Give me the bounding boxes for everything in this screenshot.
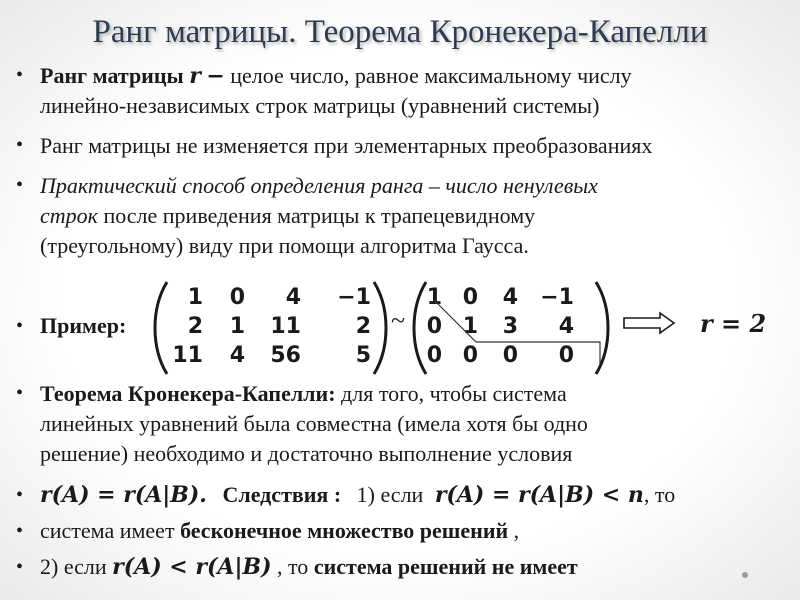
bullet-icon: • [16,556,24,578]
matrix-b-cell: 4 [558,314,574,339]
matrix-b-cell: 0 [462,285,478,310]
rank-variable: r [189,63,201,89]
practical-method-text: после приведения матрицы к трапецевидному [97,203,536,228]
matrix-a-cell: 2 [355,314,371,339]
bullet-icon: • [16,484,24,506]
bullet-icon: • [16,174,24,196]
bullet-icon: • [16,382,24,404]
matrix-b-cell: 0 [462,343,478,368]
rank-definition-line-2: линейно-независимых строк матрицы (уравнений системы) [40,93,600,118]
rank-result: r = 2 [700,309,767,338]
theorem-text: для того, чтобы система [335,381,567,406]
practical-method-line-3: (треугольному) виду при помощи алгоритма Гаусса. [40,233,529,258]
rank-invariance-line: Ранг матрицы не изменяется при элементарных преобразованиях [40,133,653,158]
theorem-line-1 [40,380,567,408]
case-two-formula: r(A) < r(A|B) [112,554,272,580]
condition-formula: r(A) = r(A|B). [40,482,207,508]
matrix-a [165,283,371,370]
practical-method-line-2 [40,202,535,230]
case-two-post: , то [271,554,314,579]
rank-term: Ранг матрицы [40,63,184,88]
bullet-icon: • [16,64,24,86]
matrix-b-cell: 0 [426,343,442,368]
rank-definition-text: целое число, равное максимальному числу [224,63,632,88]
rank-definition-line-1 [40,62,632,90]
no-solutions-line [40,553,578,581]
matrix-b-cell: 0 [558,343,574,368]
case-one-formula: r(A) = r(A|B) < n [434,482,644,508]
case-two-bold: система решений не имеет [313,554,578,579]
arrow-right-icon [622,311,676,335]
example-label: Пример: [40,313,127,338]
theorem-term: Теорема Кронекера-Капелли: [40,381,336,406]
matrix-a-cell: 56 [270,343,301,368]
matrix-b-cell: 1 [426,285,442,310]
dash: − [206,63,225,89]
matrix-a-cell: 4 [285,285,301,310]
matrix-b-cell: 1 [462,314,478,339]
matrix-b-cell: −1 [540,285,574,310]
bullet-icon: • [16,520,24,542]
infinite-pre: система имеет [40,518,181,543]
slide-title: Ранг матрицы. Теорема Кронекера-Капелли [92,14,708,50]
theorem-line-3: решение) необходимо и достаточно выполнение условия [40,441,573,466]
consequence-line [40,481,675,509]
matrix-a-cell: 5 [355,343,371,368]
matrix-a-cell: 4 [229,343,245,368]
matrix-b-cell: 3 [502,314,518,339]
consequences-label: Следствия : [222,482,342,507]
matrix-a-cell: 11 [172,343,203,368]
matrix-b-cell: 0 [502,343,518,368]
staircase-line [420,290,605,375]
bullet-icon: • [16,134,24,156]
infinite-post: , [508,518,520,543]
practical-method-italic: строк [40,203,98,228]
theorem-line-2: линейных уравнений была совместна (имела хотя бы одно [40,411,588,436]
bullet-icon: • [16,315,24,337]
matrix-a-cell: 1 [229,314,245,339]
matrix-a-cell: 1 [187,285,203,310]
matrix-a-cell: 2 [187,314,203,339]
case-two-pre: если [58,554,113,579]
matrix-a-cell: 11 [270,314,301,339]
infinite-bold: бесконечное множество решений [180,518,509,543]
case-one-label: 1) если [356,482,424,507]
matrix-a-cell: −1 [337,285,371,310]
case-one-tail: , то [643,482,676,507]
matrix-b-cell: 0 [426,314,442,339]
case-two-label: 2) [40,554,59,579]
infinite-solutions-line [40,517,519,545]
matrix-a-cell: 0 [229,285,245,310]
equivalence-tilde: ~ [391,306,406,335]
practical-method-line-1: Практический способ определения ранга – число ненулевых [40,173,598,198]
slide-nav-dot[interactable] [742,572,748,578]
matrix-b-cell: 4 [502,285,518,310]
